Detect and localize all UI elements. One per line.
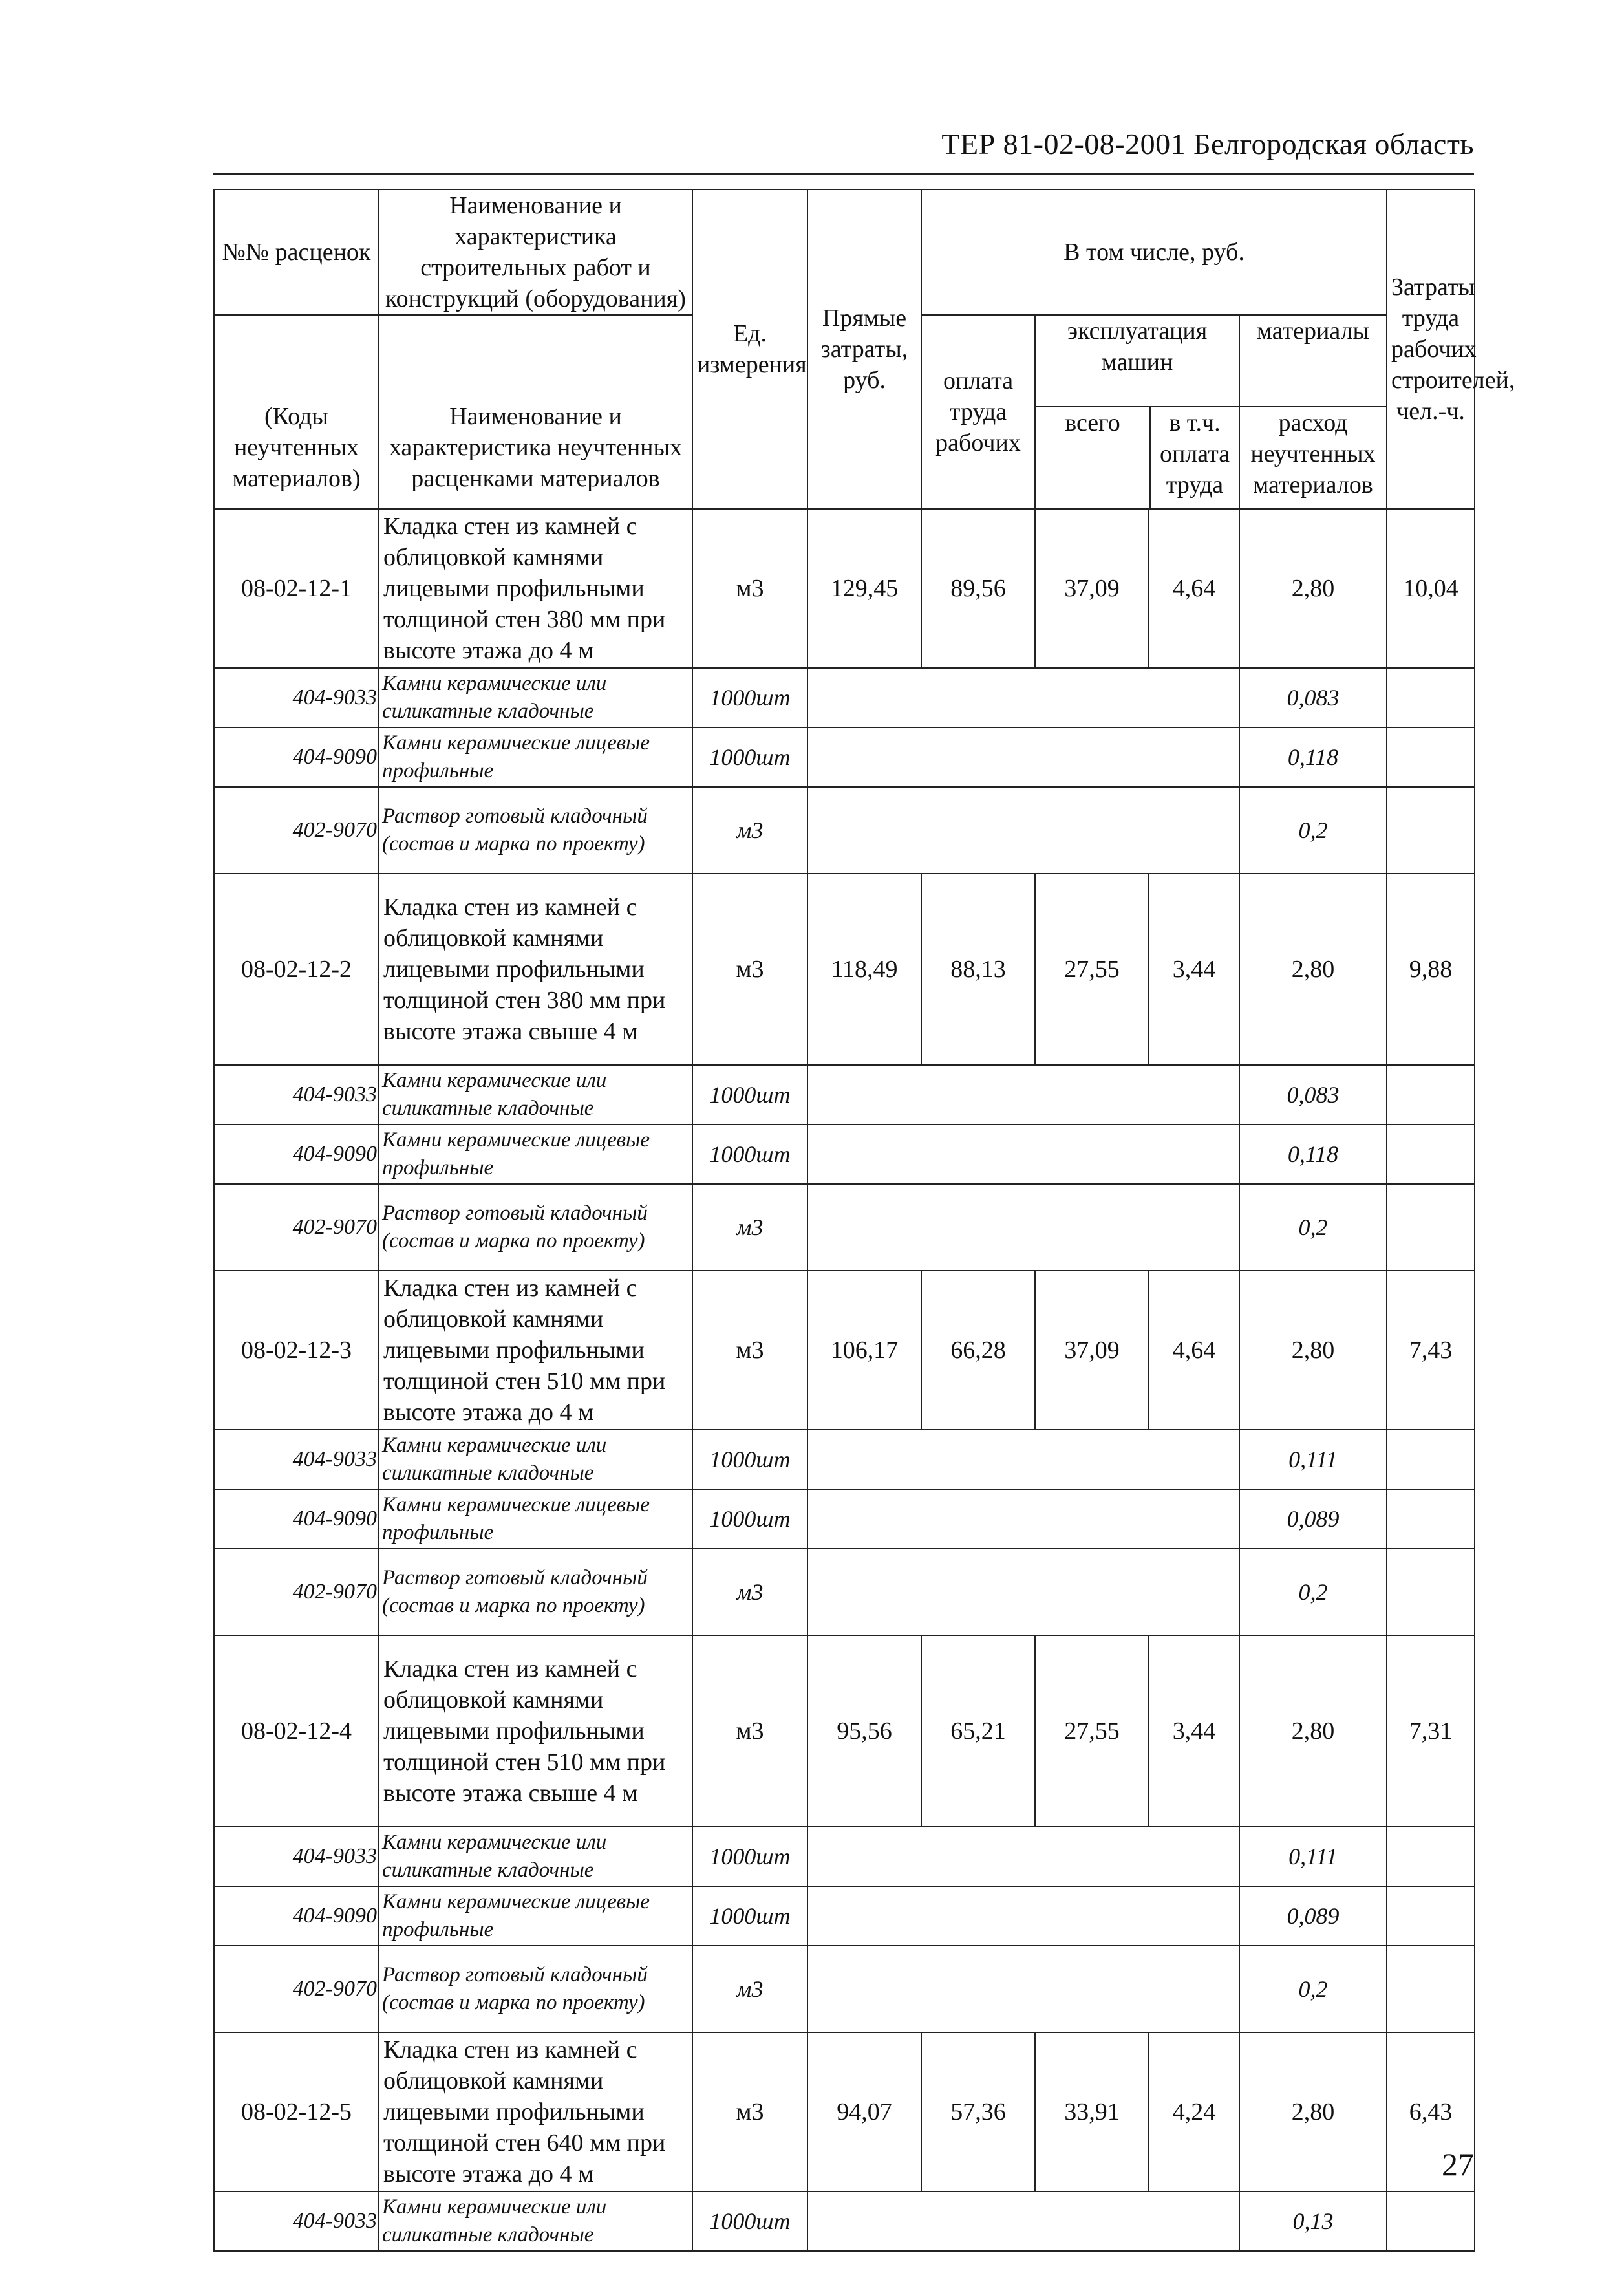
- material-unit: м3: [692, 1549, 807, 1635]
- material-name: Раствор готовый кладочный (состав и марка по проекту): [379, 787, 692, 874]
- material-unit: м3: [692, 1184, 807, 1271]
- labor-pay-cell: 66,28: [921, 1271, 1035, 1430]
- header-materials-label: материалы: [1256, 318, 1370, 345]
- material-row: [214, 1827, 1475, 1886]
- header-name-top: Наименование и характеристика строительных работ и конструкций (оборудования): [379, 189, 692, 315]
- labor-pay-cell: 89,56: [921, 509, 1035, 668]
- material-empty-labor: [1387, 1430, 1475, 1489]
- material-empty-labor: [1387, 668, 1475, 727]
- material-empty-span: [807, 668, 1239, 727]
- unit-cell: м3: [692, 1271, 807, 1430]
- material-unit: 1000шт: [692, 1489, 807, 1549]
- page-number: 27: [1442, 2146, 1474, 2182]
- material-quantity: 0,118: [1239, 1125, 1387, 1184]
- material-quantity: 0,2: [1239, 1549, 1387, 1635]
- header-machines-pay: в т.ч. оплата труда: [1159, 409, 1230, 499]
- direct-costs-cell: 106,17: [807, 1271, 921, 1430]
- material-unit: 1000шт: [692, 668, 807, 727]
- work-description: Кладка стен из камней с облицовкой камнями лицевыми профильными толщиной стен 510 мм при высоте этажа свыше 4 м: [379, 1635, 692, 1827]
- table-header-row-1: [214, 189, 1475, 315]
- work-description: Кладка стен из камней с облицовкой камнями лицевыми профильными толщиной стен 510 мм при высоте этажа до 4 м: [379, 1271, 692, 1430]
- material-empty-span: [807, 1125, 1239, 1184]
- material-row: [214, 1125, 1475, 1184]
- material-empty-span: [807, 1184, 1239, 1271]
- rate-code: 08-02-12-5: [214, 2032, 379, 2191]
- document-header: ТЕР 81-02-08-2001 Белгородская область: [941, 127, 1474, 160]
- work-description: Кладка стен из камней с облицовкой камнями лицевыми профильными толщиной стен 380 мм при высоте этажа свыше 4 м: [379, 874, 692, 1065]
- material-empty-labor: [1387, 1827, 1475, 1886]
- labor-pay-cell: 88,13: [921, 874, 1035, 1065]
- material-name: Камни керамические или силикатные кладочные: [379, 1430, 692, 1489]
- header-materials-sub: расход неучтенных материалов: [1240, 406, 1386, 508]
- table-row: [214, 1635, 1475, 1827]
- material-quantity: 0,2: [1239, 1184, 1387, 1271]
- header-code-top: №№ расценок: [214, 189, 379, 315]
- direct-costs-cell: 94,07: [807, 2032, 921, 2191]
- header-direct-costs: Прямые затраты, руб.: [807, 189, 921, 509]
- header-name-bottom: Наименование и характеристика неучтенных расценками материалов: [379, 315, 692, 509]
- material-code: 404-9033: [214, 1065, 379, 1125]
- header-code-bottom: (Коды неучтенных материалов): [214, 315, 379, 509]
- material-name: Камни керамические лицевые профильные: [379, 1125, 692, 1184]
- material-code: 402-9070: [214, 1946, 379, 2032]
- rate-code: 08-02-12-3: [214, 1271, 379, 1430]
- material-empty-span: [807, 1489, 1239, 1549]
- header-machines-total: всего: [1036, 407, 1151, 508]
- material-empty-labor: [1387, 1489, 1475, 1549]
- material-row: [214, 787, 1475, 874]
- header-machines-label: эксплуатация машин: [1067, 318, 1208, 376]
- table-row: [214, 1271, 1475, 1430]
- material-code: 402-9070: [214, 1184, 379, 1271]
- unit-cell: м3: [692, 1635, 807, 1827]
- material-empty-span: [807, 787, 1239, 874]
- material-quantity: 0,083: [1239, 668, 1387, 727]
- material-row: [214, 1946, 1475, 2032]
- material-empty-labor: [1387, 1946, 1475, 2032]
- material-quantity: 0,118: [1239, 727, 1387, 787]
- material-name: Камни керамические лицевые профильные: [379, 1886, 692, 1946]
- table-row: [214, 874, 1475, 1065]
- material-row: [214, 727, 1475, 787]
- direct-costs-cell: 129,45: [807, 509, 921, 668]
- machines-pay-cell: 4,64: [1149, 1271, 1239, 1430]
- material-name: Раствор готовый кладочный (состав и марка по проекту): [379, 1184, 692, 1271]
- material-code: 404-9033: [214, 2191, 379, 2251]
- material-unit: 1000шт: [692, 727, 807, 787]
- material-code: 404-9033: [214, 668, 379, 727]
- direct-costs-cell: 118,49: [807, 874, 921, 1065]
- material-empty-span: [807, 2191, 1239, 2251]
- material-empty-labor: [1387, 1184, 1475, 1271]
- header-materials: [1239, 315, 1387, 509]
- materials-cell: 2,80: [1239, 1271, 1387, 1430]
- materials-cell: 2,80: [1239, 874, 1387, 1065]
- labor-pay-cell: 57,36: [921, 2032, 1035, 2191]
- material-empty-span: [807, 727, 1239, 787]
- material-quantity: 0,089: [1239, 1489, 1387, 1549]
- material-unit: 1000шт: [692, 1125, 807, 1184]
- material-row: [214, 1549, 1475, 1635]
- material-unit: 1000шт: [692, 1827, 807, 1886]
- unit-cell: м3: [692, 509, 807, 668]
- labor-costs-cell: 9,88: [1387, 874, 1475, 1065]
- material-row: [214, 1489, 1475, 1549]
- rate-code: 08-02-12-4: [214, 1635, 379, 1827]
- machines-pay-cell: 4,64: [1149, 509, 1239, 668]
- header-machines: [1035, 315, 1239, 509]
- material-name: Камни керамические или силикатные кладочные: [379, 1065, 692, 1125]
- machines-pay-cell: 3,44: [1149, 874, 1239, 1065]
- labor-costs-cell: 7,43: [1387, 1271, 1475, 1430]
- unit-cell: м3: [692, 2032, 807, 2191]
- material-empty-labor: [1387, 1886, 1475, 1946]
- material-code: 402-9070: [214, 1549, 379, 1635]
- header-labor-pay: оплата труда рабочих: [921, 315, 1035, 509]
- material-row: [214, 1065, 1475, 1125]
- machines-total-cell: 27,55: [1035, 874, 1149, 1065]
- material-unit: м3: [692, 1946, 807, 2032]
- material-empty-labor: [1387, 1125, 1475, 1184]
- material-name: Раствор готовый кладочный (состав и марка по проекту): [379, 1549, 692, 1635]
- machines-total-cell: 27,55: [1035, 1635, 1149, 1827]
- header-labor-costs: Затраты труда рабочих строителей, чел.-ч.: [1387, 189, 1475, 509]
- material-code: 404-9090: [214, 1886, 379, 1946]
- material-row: [214, 1886, 1475, 1946]
- table-row: [214, 509, 1475, 668]
- rate-code: 08-02-12-2: [214, 874, 379, 1065]
- material-quantity: 0,083: [1239, 1065, 1387, 1125]
- table-row: [214, 2032, 1475, 2191]
- price-table: [213, 189, 1515, 2252]
- labor-pay-cell: 65,21: [921, 1635, 1035, 1827]
- material-quantity: 0,111: [1239, 1430, 1387, 1489]
- header-rule: [213, 173, 1474, 175]
- header-including: В том числе, руб.: [921, 189, 1387, 315]
- direct-costs-cell: 95,56: [807, 1635, 921, 1827]
- material-row: [214, 668, 1475, 727]
- material-unit: м3: [692, 787, 807, 874]
- material-code: 404-9090: [214, 1125, 379, 1184]
- material-code: 402-9070: [214, 787, 379, 874]
- material-empty-span: [807, 1549, 1239, 1635]
- machines-total-cell: 37,09: [1035, 1271, 1149, 1430]
- material-name: Раствор готовый кладочный (состав и марка по проекту): [379, 1946, 692, 2032]
- material-name: Камни керамические или силикатные кладочные: [379, 1827, 692, 1886]
- work-description: Кладка стен из камней с облицовкой камнями лицевыми профильными толщиной стен 640 мм при высоте этажа до 4 м: [379, 2032, 692, 2191]
- material-unit: 1000шт: [692, 2191, 807, 2251]
- material-empty-labor: [1387, 787, 1475, 874]
- machines-total-cell: 33,91: [1035, 2032, 1149, 2191]
- material-name: Камни керамические или силикатные кладочные: [379, 668, 692, 727]
- material-name: Камни керамические или силикатные кладочные: [379, 2191, 692, 2251]
- material-row: [214, 1430, 1475, 1489]
- material-unit: 1000шт: [692, 1430, 807, 1489]
- materials-cell: 2,80: [1239, 2032, 1387, 2191]
- material-quantity: 0,13: [1239, 2191, 1387, 2251]
- materials-cell: 2,80: [1239, 1635, 1387, 1827]
- machines-pay-cell: 3,44: [1149, 1635, 1239, 1827]
- rate-code: 08-02-12-1: [214, 509, 379, 668]
- material-quantity: 0,2: [1239, 787, 1387, 874]
- material-empty-labor: [1387, 1549, 1475, 1635]
- material-empty-labor: [1387, 2191, 1475, 2251]
- labor-costs-cell: 7,31: [1387, 1635, 1475, 1827]
- machines-pay-cell: 4,24: [1149, 2032, 1239, 2191]
- material-row: [214, 2191, 1475, 2251]
- header-unit: Ед. измерения: [692, 189, 807, 509]
- material-name: Камни керамические лицевые профильные: [379, 727, 692, 787]
- labor-costs-cell: 10,04: [1387, 509, 1475, 668]
- labor-costs-cell: 6,43: [1387, 2032, 1475, 2191]
- material-empty-labor: [1387, 727, 1475, 787]
- material-code: 404-9090: [214, 727, 379, 787]
- material-code: 404-9090: [214, 1489, 379, 1549]
- machines-total-cell: 37,09: [1035, 509, 1149, 668]
- material-unit: 1000шт: [692, 1886, 807, 1946]
- materials-cell: 2,80: [1239, 509, 1387, 668]
- material-empty-span: [807, 1827, 1239, 1886]
- material-quantity: 0,2: [1239, 1946, 1387, 2032]
- material-empty-span: [807, 1946, 1239, 2032]
- material-empty-span: [807, 1065, 1239, 1125]
- material-name: Камни керамические лицевые профильные: [379, 1489, 692, 1549]
- material-empty-span: [807, 1886, 1239, 1946]
- material-quantity: 0,089: [1239, 1886, 1387, 1946]
- material-unit: 1000шт: [692, 1065, 807, 1125]
- material-code: 404-9033: [214, 1827, 379, 1886]
- work-description: Кладка стен из камней с облицовкой камнями лицевыми профильными толщиной стен 380 мм при высоте этажа до 4 м: [379, 509, 692, 668]
- material-row: [214, 1184, 1475, 1271]
- unit-cell: м3: [692, 874, 807, 1065]
- material-empty-labor: [1387, 1065, 1475, 1125]
- material-empty-span: [807, 1430, 1239, 1489]
- material-code: 404-9033: [214, 1430, 379, 1489]
- material-quantity: 0,111: [1239, 1827, 1387, 1886]
